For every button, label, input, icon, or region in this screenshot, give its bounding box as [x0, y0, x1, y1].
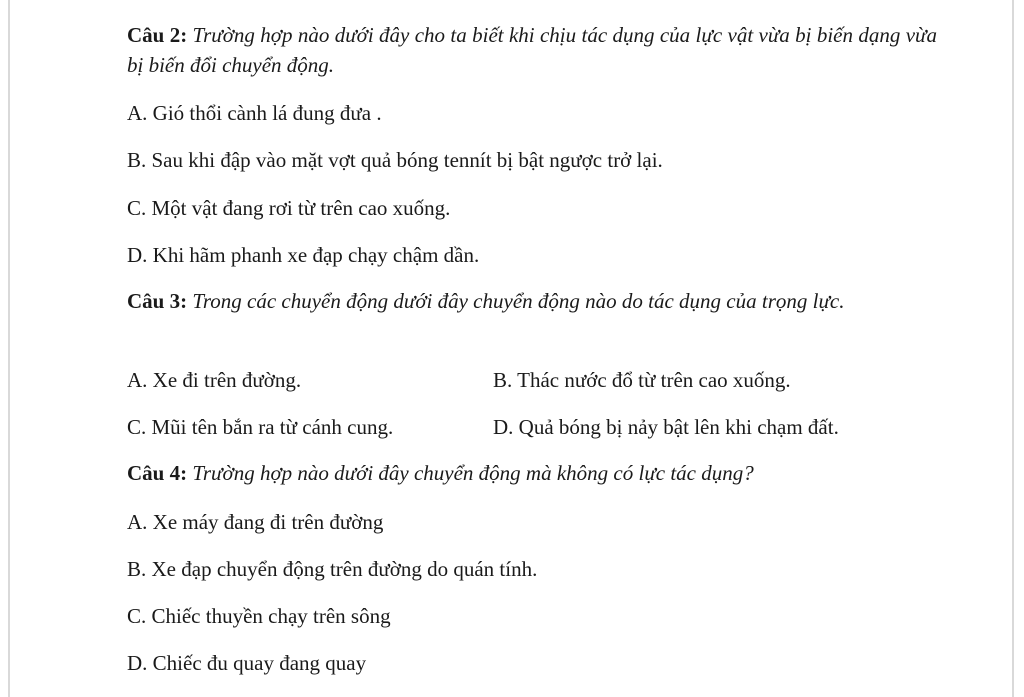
question-2-option-d: D. Khi hãm phanh xe đạp chạy chậm dần.: [127, 243, 480, 267]
question-4-option-b: B. Xe đạp chuyển động trên đường do quán tính.: [127, 557, 538, 581]
question-4-label: Câu 4:: [127, 461, 188, 485]
question-2-label: Câu 2:: [127, 23, 188, 47]
question-2-text: Trường hợp nào dưới đây cho ta biết khi chịu tác dụng của lực vật vừa bị biến dạng vừa bị biến đổi chuyển động.: [127, 23, 937, 77]
question-4: [127, 458, 937, 488]
question-4-option-a: A. Xe máy đang đi trên đường: [127, 510, 384, 534]
question-2-option-a: A. Gió thổi cành lá đung đưa .: [127, 101, 382, 125]
question-3-option-d: D. Quả bóng bị nảy bật lên khi chạm đất.: [493, 415, 839, 439]
question-3-options-row-1: [127, 365, 791, 395]
question-3-option-c: C. Mũi tên bắn ra từ cánh cung.: [127, 415, 394, 439]
question-4-text: Trường hợp nào dưới đây chuyển động mà không có lực tác dụng?: [187, 461, 754, 485]
question-2-option-c: C. Một vật đang rơi từ trên cao xuống.: [127, 196, 451, 220]
question-3-label: Câu 3:: [127, 289, 188, 313]
question-3-option-b: B. Thác nước đổ từ trên cao xuống.: [493, 368, 791, 392]
question-4-option-c: C. Chiếc thuyền chạy trên sông: [127, 604, 391, 628]
question-4-option-d: D. Chiếc đu quay đang quay: [127, 651, 367, 675]
question-3-options-row-2: [127, 412, 839, 442]
question-3: [127, 286, 937, 316]
question-2-option-b: B. Sau khi đập vào mặt vợt quả bóng tennít bị bật ngược trở lại.: [127, 148, 663, 172]
question-3-text: Trong các chuyển động dưới đây chuyển động nào do tác dụng của trọng lực.: [187, 289, 845, 313]
question-3-option-a: A. Xe đi trên đường.: [127, 368, 302, 392]
question-2: [127, 20, 937, 80]
